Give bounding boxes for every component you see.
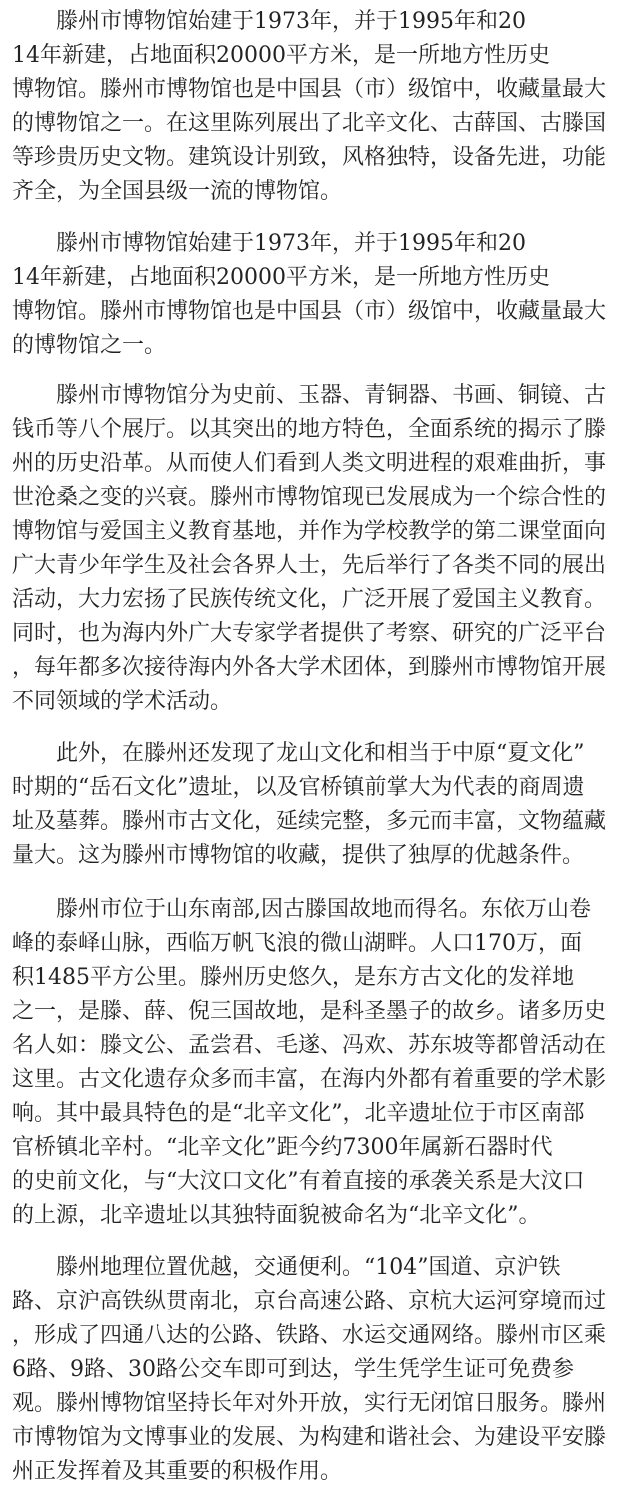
text-line: 滕州市博物馆分为史前、玉器、青铜器、书画、铜镜、古 <box>12 383 607 408</box>
text-line: 世沧桑之变的兴衰。滕州市博物馆现已发展成为一个综合性的 <box>12 485 607 510</box>
text-line: 官桥镇北辛村。“北辛文化”距今约7300年属新石器时代 <box>12 1135 553 1160</box>
text-line: 活动，大力宏扬了民族传统文化，广泛开展了爱国主义教育。 <box>12 587 607 612</box>
text-line: 观。滕州博物馆坚持长年对外开放，实行无闭馆日服务。滕州 <box>12 1391 607 1416</box>
text-line: 滕州地理位置优越，交通便利。“104”国道、京沪铁 <box>12 1255 561 1280</box>
text-line: 州的历史沿革。从而使人们看到人类文明进程的艰难曲折，事 <box>12 451 607 476</box>
text-line: 博物馆。滕州市博物馆也是中国县（市）级馆中，收藏量最大 <box>12 299 607 324</box>
text-line: 不同领域的学术活动。 <box>12 689 233 714</box>
text-line: 的博物馆之一。在这里陈列展出了北辛文化、古薛国、古滕国 <box>12 111 607 136</box>
text-line: 广大青少年学生及社会各界人士，先后举行了各类不同的展出 <box>12 553 607 578</box>
text-line: 量大。这为滕州市博物馆的收藏，提供了独厚的优越条件。 <box>12 843 585 868</box>
text-line: 的史前文化，与“大汶口文化”有着直接的承袭关系是大汶口 <box>12 1169 585 1194</box>
text-line: 名人如：滕文公、孟尝君、毛遂、冯欢、苏东坡等都曾活动在 <box>12 1033 607 1058</box>
text-line: ，每年都多次接待海内外各大学术团体，到滕州市博物馆开展 <box>12 655 607 680</box>
text-line: 此外，在滕州还发现了龙山文化和相当于中原“夏文化” <box>12 741 585 766</box>
text-line: 峰的泰峄山脉，西临万帆飞浪的微山湖畔。人口170万，面 <box>12 931 582 956</box>
text-line: 的博物馆之一。 <box>12 333 167 358</box>
text-line: 14年新建，占地面积20000平方米，是一所地方性历史 <box>12 43 550 68</box>
text-line: 滕州市博物馆始建于1973年，并于1995年和20 <box>12 9 526 34</box>
text-line: 响。其中最具特色的是“北辛文化”，北辛遗址位于市区南部 <box>12 1101 585 1126</box>
text-line: 齐全，为全国县级一流的博物馆。 <box>12 179 343 204</box>
text-line: 州正发挥着及其重要的积极作用。 <box>12 1459 343 1484</box>
text-line: 滕州市博物馆始建于1973年，并于1995年和20 <box>12 231 526 256</box>
text-line: 6路、9路、30路公交车即可到达，学生凭学生证可免费参 <box>12 1357 574 1382</box>
text-line: 路、京沪高铁纵贯南北，京台高速公路、京杭大运河穿境而过 <box>12 1289 607 1314</box>
text-line: 14年新建，占地面积20000平方米，是一所地方性历史 <box>12 265 550 290</box>
text-line: 时期的“岳石文化”遗址，以及官桥镇前掌大为代表的商周遗 <box>12 775 585 800</box>
text-line: 这里。古文化遗存众多而丰富，在海内外都有着重要的学术影 <box>12 1067 607 1092</box>
text-line: ，形成了四通八达的公路、铁路、水运交通网络。滕州市区乘 <box>12 1323 607 1348</box>
text-line: 等珍贵历史文物。建筑设计别致，风格独特，设备先进，功能 <box>12 145 607 170</box>
text-line: 博物馆与爱国主义教育基地，并作为学校教学的第二课堂面向 <box>12 519 607 544</box>
text-line: 址及墓葬。滕州市古文化，延续完整，多元而丰富，文物蕴藏 <box>12 809 607 834</box>
text-line: 博物馆。滕州市博物馆也是中国县（市）级馆中，收藏量最大 <box>12 77 607 102</box>
text-line: 滕州市位于山东南部,因古滕国故地而得名。东依万山卷 <box>12 897 591 922</box>
text-line: 积1485平方公里。滕州历史悠久，是东方古文化的发祥地 <box>12 965 574 990</box>
text-line: 市博物馆为文博事业的发展、为构建和谐社会、为建设平安滕 <box>12 1425 607 1450</box>
text-line: 同时，也为海内外广大专家学者提供了考察、研究的广泛平台 <box>12 621 607 646</box>
text-line: 之一，是滕、薛、倪三国故地，是科圣墨子的故乡。诸多历史 <box>12 999 607 1024</box>
text-line: 的上源，北辛遗址以其独特面貌被命名为“北辛文化”。 <box>12 1203 541 1228</box>
text-line: 钱币等八个展厅。以其突出的地方特色，全面系统的揭示了滕 <box>12 417 607 442</box>
